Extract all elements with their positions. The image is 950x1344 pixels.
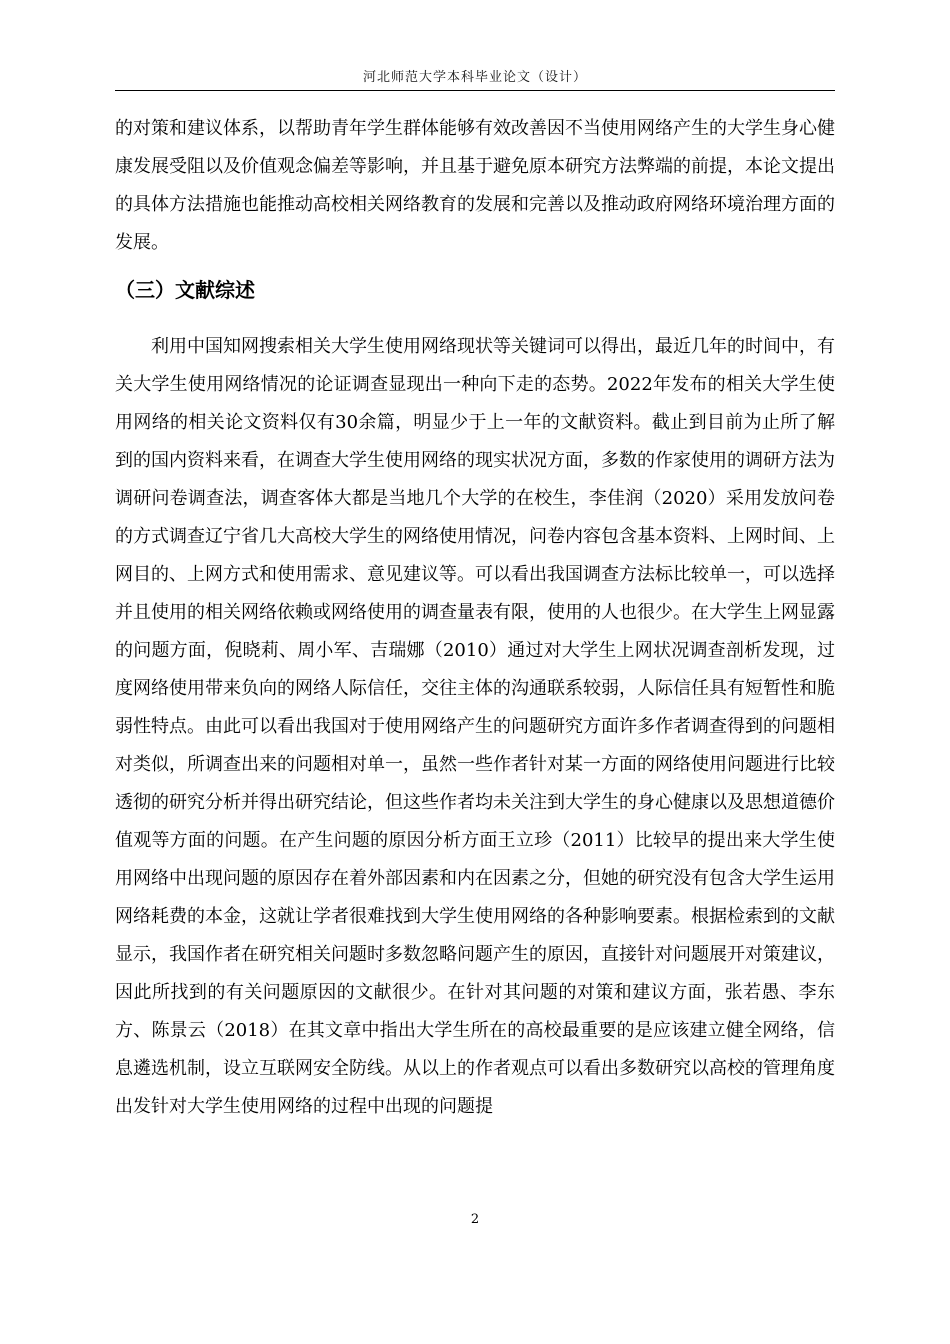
section-heading: （三）文献综述 [115,278,255,302]
header-divider [115,90,835,91]
page-header: 河北师范大学本科毕业论文（设计） [362,70,587,85]
page-number: 2 [470,1212,480,1227]
paragraph-literature-review: 利用中国知网搜索相关大学生使用网络现状等关键词可以得出，最近几年的时间中，有关大学生使用网络情况的论证调查显现出一种向下走的态势。2022年发布的相关大学生使用网络的相关论文资料仅有30余篇，明显少于上一年的文献资料。截止到目前为止所了解到的国内资料来看，在调查大学生使用网络的现实状况方面，多数的作家使用的调研方法为调研问卷调查法，调查客体大都是当地几个大学的在校生，李佳润（2020）采用发放问卷的方式调查辽宁省几大高校大学生的网络使用情况，问卷内容包含基本资料、上网时间、上网目的、上网方式和使用需求、意见建议等。可以看出我国调查方法标比较单一，可以选择并且使用的相关网络依赖或网络使用的调查量表有限，使用的人也很少。在大学生上网显露的问题方面，倪晓莉、周小军、吉瑞娜（2010）通过对大学生上网状况调查剖析发现，过度网络使用带来负向的网络人际信任，交往主体的沟通联系较弱，人际信任具有短暂性和脆弱性特点。由此可以看出我国对于使用网络产生的问题研究方面许多作者调查得到的问题相对类似，所调查出来的问题相对单一，虽然一些作者针对某一方面的网络使用问题进行比较透彻的研究分析并得出研究结论，但这些作者均未关注到大学生的身心健康以及思想道德价值观等方面的问题。在产生问题的原因分析方面王立珍（2011）比较早的提出来大学生使用网络中出现问题的原因存在着外部因素和内在因素之分，但她的研究没有包含大学生运用网络耗费的本金，这就让学者很难找到大学生使用网络的各种影响要素。根据检索到的文献显示，我国作者在研究相关问题时多数忽略问题产生的原因，直接针对问题展开对策建议，因此所找到的有关问题原因的文献很少。在针对其问题的对策和建议方面，张若愚、李东方、陈景云（2018）在其文章中指出大学生所在的高校最重要的是应该建立健全网络，信息遴选机制，设立互联网安全防线。从以上的作者观点可以看出多数研究以高校的管理角度出发针对大学生使用网络的过程中出现的问题提 [115,336,835,1117]
paragraph-continuation: 的对策和建议体系，以帮助青年学生群体能够有效改善因不当使用网络产生的大学生身心健康发展受阻以及价值观念偏差等影响，并且基于避免原本研究方法弊端的前提，本论文提出的具体方法措施也能推动高校相关网络教育的发展和完善以及推动政府网络环境治理方面的发展。 [115,118,835,253]
